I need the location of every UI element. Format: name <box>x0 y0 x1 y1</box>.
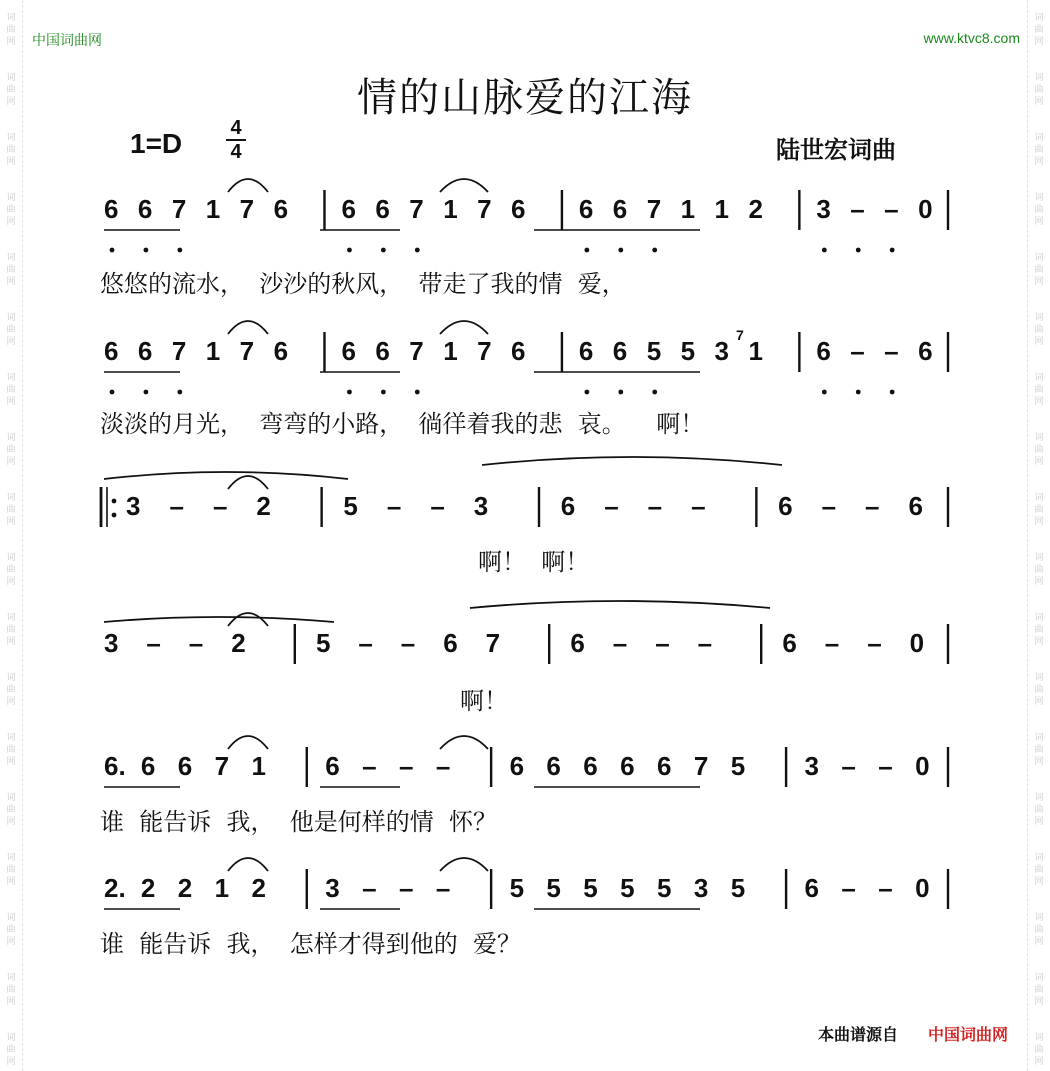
octave-dot <box>856 248 861 253</box>
lyric-line: 啊！ <box>460 687 508 715</box>
note: 5 <box>316 628 331 658</box>
watermark-char: 曲 <box>1034 145 1044 155</box>
dash-extension: – <box>400 628 416 658</box>
note: 6 <box>578 336 594 366</box>
lyric-line: 啊！ 啊！ <box>478 548 590 576</box>
watermark-char: 网 <box>6 1057 16 1067</box>
note: 0 <box>915 873 930 903</box>
note: 0 <box>909 628 925 658</box>
watermark-char: 曲 <box>6 325 16 335</box>
watermark-char: 网 <box>1034 517 1044 527</box>
watermark-char: 曲 <box>1034 565 1044 575</box>
watermark-char: 网 <box>6 577 16 587</box>
note: 6 <box>546 751 561 781</box>
note: 3 <box>816 194 831 224</box>
watermark-char: 词 <box>1034 193 1044 203</box>
watermark-char: 曲 <box>1034 85 1044 95</box>
note: 1 <box>205 194 221 224</box>
watermark-char: 词 <box>1034 613 1044 623</box>
watermark-char: 曲 <box>1034 865 1044 875</box>
octave-dot <box>347 390 352 395</box>
watermark-char: 网 <box>6 217 16 227</box>
watermark-char: 曲 <box>6 805 16 815</box>
dash-extension: – <box>647 491 663 521</box>
watermark-char: 曲 <box>6 625 16 635</box>
watermark-char: 网 <box>1034 637 1044 647</box>
note: 7 <box>171 194 187 224</box>
note: 3 <box>693 873 709 903</box>
note: 1 <box>443 194 458 224</box>
octave-dot <box>584 390 589 395</box>
watermark-char: 曲 <box>6 505 16 515</box>
octave-dot <box>618 390 623 395</box>
dash-extension: – <box>398 873 414 903</box>
dash-extension: – <box>358 628 373 658</box>
octave-dot <box>144 248 149 253</box>
octave-dot <box>652 248 657 253</box>
watermark-char: 词 <box>1034 73 1044 83</box>
watermark-char: 曲 <box>6 925 16 935</box>
note: 3 <box>126 491 141 521</box>
watermark-char: 词 <box>6 733 16 743</box>
note: 6 <box>273 336 289 366</box>
dash-extension: – <box>655 628 670 658</box>
watermark-char: 词 <box>1034 913 1044 923</box>
watermark-char: 网 <box>6 757 16 767</box>
note: 2 <box>140 873 156 903</box>
note: 5 <box>657 873 672 903</box>
dash-extension: – <box>697 628 713 658</box>
note: 5 <box>730 751 746 781</box>
note: 5 <box>343 491 358 521</box>
note: 6 <box>908 491 923 521</box>
note: 6 <box>918 336 933 366</box>
slur <box>228 476 268 489</box>
watermark-char: 词 <box>1034 253 1044 263</box>
note: 3 <box>473 491 489 521</box>
watermark-char: 曲 <box>6 25 16 35</box>
site-url-header: www.ktvc8.com <box>923 30 1020 46</box>
watermark-char: 曲 <box>1034 325 1044 335</box>
watermark-char: 词 <box>6 853 16 863</box>
note: 7 <box>409 336 424 366</box>
watermark-char: 词 <box>1034 973 1044 983</box>
slur <box>228 858 268 871</box>
watermark-char: 词 <box>6 313 16 323</box>
grace-note: 7 <box>736 327 744 343</box>
octave-dot <box>112 513 117 518</box>
dash-extension: – <box>878 873 893 903</box>
note: 7 <box>214 751 230 781</box>
slur <box>228 321 268 334</box>
time-signature-top: 4 <box>230 117 242 139</box>
lyric-line: 谁 能告诉 我， 他是何样的情 怀？ <box>100 808 498 836</box>
watermark-char: 网 <box>6 997 16 1007</box>
watermark-char: 曲 <box>6 145 16 155</box>
dash-extension: – <box>865 491 880 521</box>
dash-extension: – <box>362 873 377 903</box>
watermark-char: 网 <box>6 817 16 827</box>
dash-extension: – <box>850 336 865 366</box>
note: 6 <box>657 751 672 781</box>
dash-extension: – <box>146 628 161 658</box>
note: 6 <box>583 751 598 781</box>
site-name-header: 中国词曲网 <box>32 33 102 49</box>
watermark-char: 词 <box>6 373 16 383</box>
lyric-line: 谁 能告诉 我， 怎样才得到他的 爱？ <box>100 930 522 958</box>
octave-dot <box>347 248 352 253</box>
note: 6 <box>140 751 156 781</box>
note: 7 <box>485 628 501 658</box>
dash-extension: – <box>435 873 451 903</box>
dash-extension: – <box>841 751 856 781</box>
watermark-char: 词 <box>6 133 16 143</box>
dash-extension: – <box>691 491 706 521</box>
watermark-char: 词 <box>1034 373 1044 383</box>
dash-extension: – <box>604 491 619 521</box>
note: 6 <box>804 873 819 903</box>
octave-dot <box>856 390 861 395</box>
dash-extension: – <box>188 628 204 658</box>
note: 6 <box>578 194 594 224</box>
watermark-char: 网 <box>1034 157 1044 167</box>
note: 3 <box>714 336 730 366</box>
watermark-char: 词 <box>6 553 16 563</box>
note: 7 <box>409 194 424 224</box>
octave-dot <box>112 499 117 504</box>
note: 7 <box>477 336 492 366</box>
note: 3 <box>104 628 119 658</box>
watermark-char: 词 <box>6 253 16 263</box>
watermark-char: 曲 <box>1034 25 1044 35</box>
note: 6 <box>341 194 356 224</box>
watermark-char: 词 <box>6 73 16 83</box>
song-title: 情的山脉爱的江海 <box>357 75 693 121</box>
note: 3 <box>804 751 819 781</box>
slur <box>104 617 334 622</box>
footer-source-label: 本曲谱源自 <box>818 1025 899 1044</box>
note: 6 <box>137 336 153 366</box>
watermark-char: 网 <box>6 877 16 887</box>
watermark-char: 网 <box>1034 277 1044 287</box>
watermark-char: 网 <box>6 937 16 947</box>
slur <box>228 613 268 626</box>
dash-extension: – <box>884 194 899 224</box>
note: 7 <box>239 336 255 366</box>
watermark-char: 曲 <box>6 565 16 575</box>
note: 6 <box>612 194 628 224</box>
note: 1 <box>714 194 730 224</box>
watermark-char: 词 <box>1034 433 1044 443</box>
watermark-char: 曲 <box>1034 265 1044 275</box>
note: 1 <box>680 194 696 224</box>
note: 6 <box>375 194 390 224</box>
watermark-char: 词 <box>6 973 16 983</box>
watermark-char: 词 <box>1034 13 1044 23</box>
watermark-char: 曲 <box>6 445 16 455</box>
octave-dot <box>415 248 420 253</box>
note: 7 <box>171 336 187 366</box>
note: 2 <box>231 628 246 658</box>
watermark-char: 曲 <box>6 385 16 395</box>
watermark-char: 网 <box>1034 937 1044 947</box>
note: 2 <box>251 873 266 903</box>
note: 6 <box>620 751 635 781</box>
watermark-char: 曲 <box>6 85 16 95</box>
note: 5 <box>583 873 598 903</box>
note: 6 <box>778 491 793 521</box>
note: 6 <box>570 628 585 658</box>
watermark-char: 词 <box>6 1033 16 1043</box>
note: 5 <box>546 873 561 903</box>
note: 5 <box>730 873 746 903</box>
note: 1 <box>205 336 221 366</box>
watermark-char: 网 <box>1034 217 1044 227</box>
note: 6 <box>612 336 628 366</box>
watermark-char: 曲 <box>1034 445 1044 455</box>
watermark-char: 词 <box>1034 853 1044 863</box>
octave-dot <box>584 248 589 253</box>
note: 6 <box>511 194 526 224</box>
watermark-char: 曲 <box>1034 805 1044 815</box>
watermark-char: 网 <box>6 37 16 47</box>
dash-extension: – <box>362 751 377 781</box>
watermark-char: 网 <box>1034 97 1044 107</box>
watermark-char: 网 <box>1034 457 1044 467</box>
dash-extension: – <box>212 491 228 521</box>
watermark-char: 网 <box>6 337 16 347</box>
note: 2. <box>104 873 126 903</box>
watermark-char: 词 <box>6 793 16 803</box>
watermark-char: 曲 <box>6 685 16 695</box>
watermark-char: 词 <box>6 193 16 203</box>
note: 6 <box>273 194 289 224</box>
slur <box>440 321 488 334</box>
watermark-char: 词 <box>6 613 16 623</box>
note: 6 <box>104 336 119 366</box>
watermark-char: 词 <box>6 493 16 503</box>
dash-extension: – <box>386 491 402 521</box>
slur <box>440 736 488 749</box>
watermark-char: 词 <box>1034 793 1044 803</box>
watermark-char: 网 <box>6 97 16 107</box>
note: 5 <box>509 873 525 903</box>
watermark-char: 曲 <box>6 865 16 875</box>
dash-extension: – <box>878 751 893 781</box>
watermark-char: 词 <box>1034 733 1044 743</box>
watermark-char: 词 <box>6 433 16 443</box>
note: 1 <box>214 873 230 903</box>
dash-extension: – <box>884 336 899 366</box>
note: 6 <box>443 628 458 658</box>
footer-site-name: 中国词曲网 <box>928 1025 1009 1044</box>
note: 5 <box>680 336 696 366</box>
octave-dot <box>381 248 386 253</box>
watermark-char: 网 <box>6 157 16 167</box>
watermark-char: 网 <box>1034 1057 1044 1067</box>
note: 6 <box>782 628 797 658</box>
slur <box>104 472 348 479</box>
octave-dot <box>110 390 115 395</box>
octave-dot <box>381 390 386 395</box>
slur <box>228 179 268 192</box>
slur <box>470 601 770 608</box>
time-signature-bottom: 4 <box>230 141 242 163</box>
note: 6 <box>177 751 193 781</box>
watermark-char: 曲 <box>1034 505 1044 515</box>
octave-dot <box>110 248 115 253</box>
octave-dot <box>618 248 623 253</box>
dash-extension: – <box>841 873 856 903</box>
note: 1 <box>251 751 266 781</box>
watermark-char: 曲 <box>1034 985 1044 995</box>
watermark-char: 网 <box>6 397 16 407</box>
watermark-char: 词 <box>6 13 16 23</box>
note: 5 <box>646 336 662 366</box>
note: 5 <box>620 873 635 903</box>
note: 6. <box>104 751 126 781</box>
dash-extension: – <box>612 628 628 658</box>
watermark-char: 网 <box>6 637 16 647</box>
note: 0 <box>915 751 930 781</box>
watermark-char: 网 <box>1034 397 1044 407</box>
lyric-line: 悠悠的流水， 沙沙的秋风， 带走了我的情 爱， <box>100 270 626 298</box>
octave-dot <box>177 248 182 253</box>
watermark-char: 曲 <box>6 205 16 215</box>
dash-extension: – <box>867 628 882 658</box>
watermark-char: 词 <box>1034 493 1044 503</box>
watermark-char: 词 <box>1034 1033 1044 1043</box>
watermark-char: 曲 <box>1034 685 1044 695</box>
slur <box>228 736 268 749</box>
octave-dot <box>652 390 657 395</box>
watermark-char: 网 <box>6 277 16 287</box>
dash-extension: – <box>430 491 445 521</box>
octave-dot <box>415 390 420 395</box>
watermark-char: 曲 <box>1034 205 1044 215</box>
slur <box>482 457 782 465</box>
octave-dot <box>144 390 149 395</box>
watermark-char: 词 <box>6 673 16 683</box>
watermark-char: 曲 <box>1034 1045 1044 1055</box>
dash-extension: – <box>850 194 865 224</box>
watermark-char: 网 <box>1034 877 1044 887</box>
lyric-line: 淡淡的月光， 弯弯的小路， 徜徉着我的悲 哀。 啊！ <box>100 410 705 438</box>
note: 1 <box>443 336 458 366</box>
note: 2 <box>748 194 763 224</box>
note: 3 <box>325 873 340 903</box>
slur <box>440 858 488 871</box>
note: 6 <box>560 491 576 521</box>
watermark-char: 曲 <box>1034 925 1044 935</box>
watermark-char: 网 <box>1034 817 1044 827</box>
dash-extension: – <box>169 491 184 521</box>
note: 7 <box>477 194 492 224</box>
note: 6 <box>816 336 831 366</box>
watermark-char: 网 <box>1034 697 1044 707</box>
note: 6 <box>511 336 526 366</box>
note: 6 <box>104 194 119 224</box>
watermark-char: 网 <box>1034 757 1044 767</box>
note: 6 <box>325 751 340 781</box>
note: 7 <box>693 751 709 781</box>
watermark-char: 曲 <box>1034 625 1044 635</box>
watermark-char: 词 <box>1034 553 1044 563</box>
dash-extension: – <box>824 628 840 658</box>
note: 2 <box>256 491 271 521</box>
key-signature: 1=D <box>130 128 183 159</box>
watermark-char: 曲 <box>6 265 16 275</box>
octave-dot <box>822 390 827 395</box>
watermark-char: 曲 <box>1034 745 1044 755</box>
watermark-char: 网 <box>1034 37 1044 47</box>
octave-dot <box>890 248 895 253</box>
watermark-char: 网 <box>6 457 16 467</box>
dash-extension: – <box>435 751 451 781</box>
note: 7 <box>646 194 662 224</box>
watermark-char: 曲 <box>6 1045 16 1055</box>
note: 6 <box>509 751 525 781</box>
watermark-char: 网 <box>6 517 16 527</box>
watermark-char: 词 <box>6 913 16 923</box>
note: 6 <box>375 336 390 366</box>
note: 7 <box>239 194 255 224</box>
watermark-char: 网 <box>1034 337 1044 347</box>
composer-credit: 陆世宏词曲 <box>776 136 896 164</box>
note: 6 <box>137 194 153 224</box>
watermark-char: 曲 <box>6 985 16 995</box>
slur <box>440 179 488 192</box>
note: 2 <box>177 873 193 903</box>
octave-dot <box>177 390 182 395</box>
note: 6 <box>341 336 356 366</box>
note: 1 <box>748 336 763 366</box>
watermark-char: 网 <box>6 697 16 707</box>
octave-dot <box>890 390 895 395</box>
watermark-char: 词 <box>1034 673 1044 683</box>
watermark-char: 曲 <box>6 745 16 755</box>
watermark-char: 网 <box>1034 577 1044 587</box>
watermark-char: 网 <box>1034 997 1044 1007</box>
watermark-char: 词 <box>1034 313 1044 323</box>
watermark-char: 词 <box>1034 133 1044 143</box>
watermark-char: 曲 <box>1034 385 1044 395</box>
dash-extension: – <box>821 491 837 521</box>
note: 0 <box>918 194 933 224</box>
octave-dot <box>822 248 827 253</box>
dash-extension: – <box>398 751 414 781</box>
